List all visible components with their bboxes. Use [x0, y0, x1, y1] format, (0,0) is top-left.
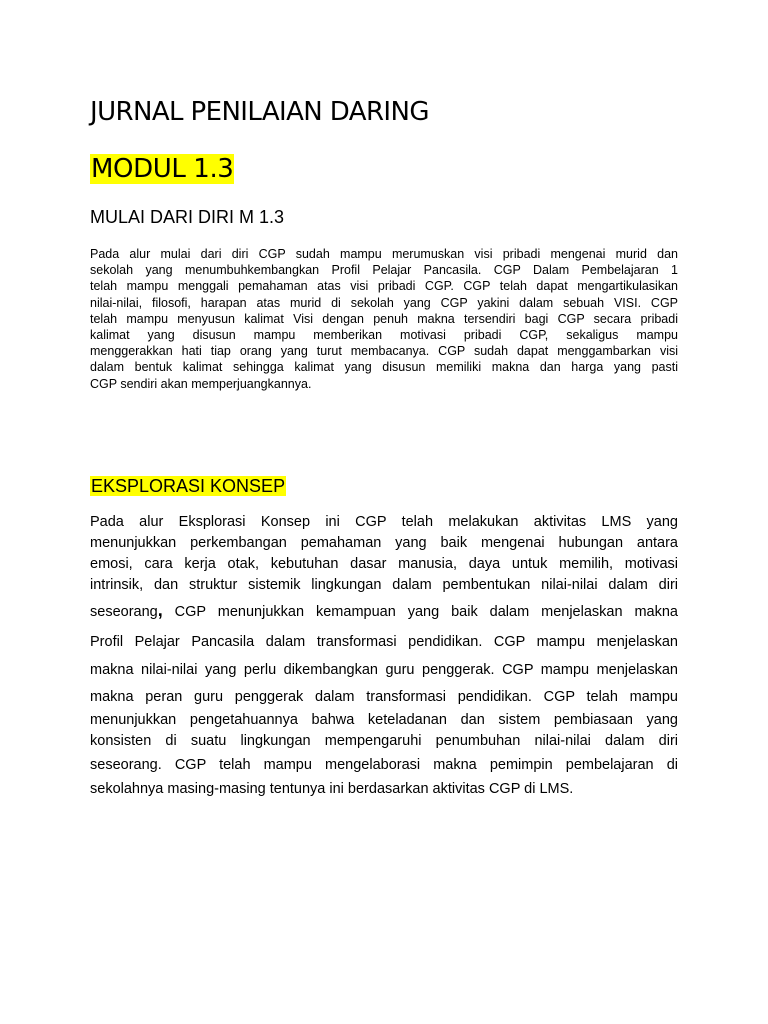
paragraph-line: makna peran guru penggerak dalam transformasi pendidikan. CGP telah mampu: [90, 689, 678, 705]
paragraph-line: sekolah yang menumbuhkembangkan Profil Pelajar Pancasila. CGP Dalam Pembelajaran 1: [90, 263, 678, 278]
paragraph-line-start: seseorang: [90, 604, 158, 620]
paragraph-line: dalam bentuk kalimat sehingga kalimat yang disusun memiliki makna dan harga yang pasti: [90, 360, 678, 375]
paragraph-line: konsisten di suatu lingkungan mempengaruhi penumbuhan nilai-nilai dalam diri: [90, 733, 678, 749]
paragraph-line: CGP sendiri akan memperjuangkannya.: [90, 376, 312, 391]
paragraph-line: emosi, cara kerja otak, kebutuhan dasar manusia, daya untuk memilih, motivasi: [90, 556, 678, 572]
paragraph-line: Profil Pelajar Pancasila dalam transformasi pendidikan. CGP mampu menjelaskan: [90, 634, 678, 650]
large-comma: ,: [157, 600, 163, 620]
paragraph-line: sekolahnya masing-masing tentunya ini berdasarkan aktivitas CGP di LMS.: [90, 781, 574, 797]
section-heading-mulai-dari-diri: MULAI DARI DIRI M 1.3: [90, 207, 285, 227]
paragraph-line: menunjukkan pengetahuannya bahwa keteladanan dan sistem pembiasaan yang: [90, 712, 678, 728]
paragraph-line: telah mampu menyusun kalimat Visi dengan penuh makna tersendiri bagi CGP secara pribadi: [90, 311, 678, 326]
section-heading-eksplorasi-konsep: [90, 473, 286, 499]
paragraph-mulai-dari-diri: [90, 246, 678, 392]
paragraph-eksplorasi-konsep: [90, 512, 678, 800]
module-heading-text: MODUL 1.3: [91, 154, 234, 184]
paragraph-line: menggerakkan hati tiap orang yang turut membacanya. CGP sudah dapat menggambarkan visi: [90, 344, 678, 359]
paragraph-line: makna nilai-nilai yang perlu dikembangkan guru penggerak. CGP mampu menjelaskan: [90, 662, 678, 678]
paragraph-line: intrinsik, dan struktur sistemik lingkungan dalam pembentukan nilai-nilai dalam diri: [90, 577, 678, 593]
document-title: JURNAL PENILAIAN DARING: [90, 97, 429, 127]
paragraph-line: nilai-nilai, filosofi, harapan atas murid di sekolah yang CGP yakini dalam sebuah VISI. CGP: [90, 295, 678, 310]
paragraph-line-mixed: [90, 596, 678, 629]
paragraph-line: telah mampu menggali pemahaman atas visi pribadi CGP. CGP telah dapat mengartikulasikan: [90, 279, 678, 294]
module-heading: [90, 150, 234, 188]
paragraph-line: menunjukkan perkembangan pemahaman yang baik mengenai hubungan antara: [90, 535, 678, 551]
paragraph-line: kalimat yang disusun mampu memberikan motivasi pribadi CGP, sekaligus mampu: [90, 327, 678, 342]
paragraph-line-rest: CGP menunjukkan kemampuan yang baik dalam menjelaskan makna: [162, 604, 678, 620]
section-heading-eksplorasi-konsep-text: EKSPLORASI KONSEP: [91, 476, 286, 496]
paragraph-line: Pada alur Eksplorasi Konsep ini CGP telah melakukan aktivitas LMS yang: [90, 514, 678, 530]
paragraph-line: Pada alur mulai dari diri CGP sudah mampu merumuskan visi pribadi mengenai murid dan: [90, 247, 678, 261]
paragraph-line: seseorang. CGP telah mampu mengelaborasi makna pemimpin pembelajaran di: [90, 757, 678, 773]
